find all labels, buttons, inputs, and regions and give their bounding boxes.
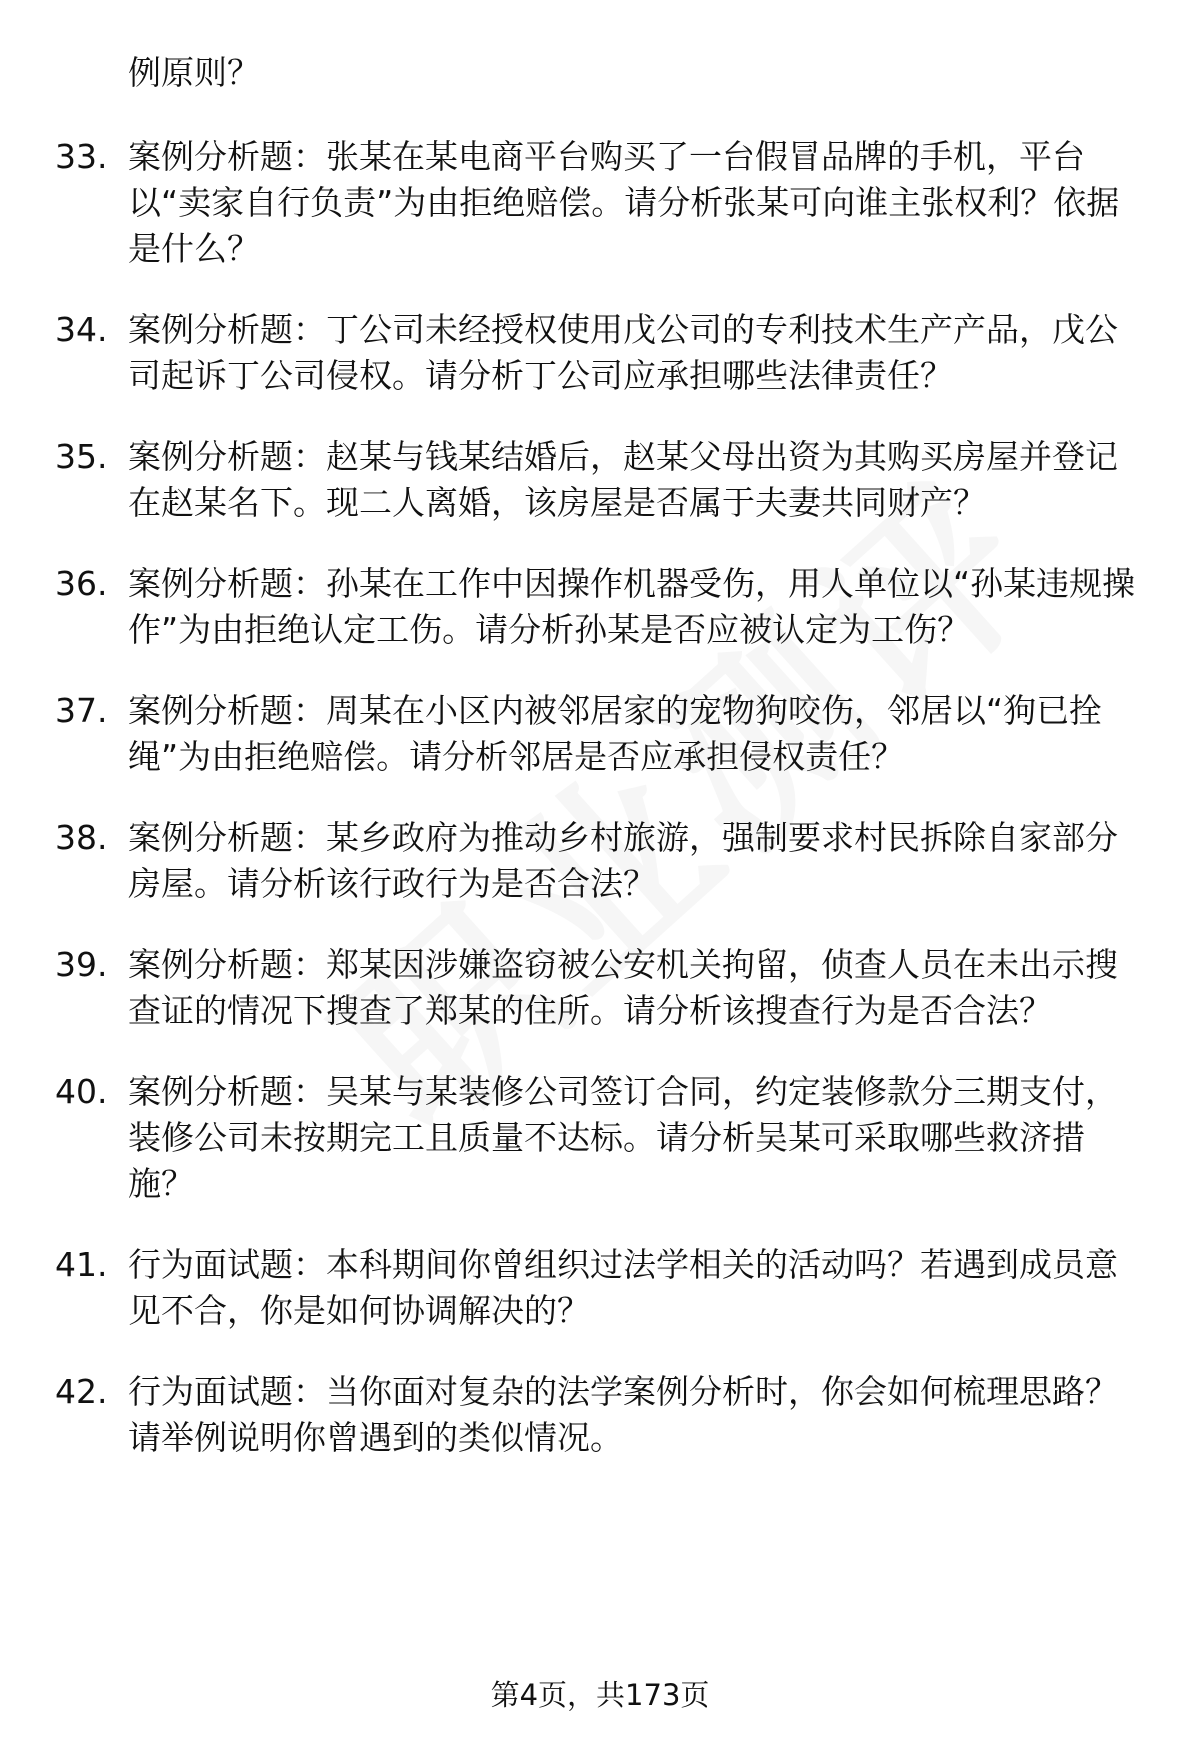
question-text: 行为面试题：本科期间你曾组织过法学相关的活动吗？若遇到成员意见不合，你是如何协调解决的？ (128, 1245, 1118, 1330)
question-number: 36. (55, 564, 108, 603)
question-item-39 (0, 942, 1200, 1034)
question-number: 37. (55, 691, 108, 730)
question-number: 33. (55, 137, 108, 176)
question-text: 案例分析题：张某在某电商平台购买了一台假冒品牌的手机，平台以“卖家自行负责”为由拒绝赔偿。请分析张某可向谁主张权利？依据是什么？ (128, 137, 1120, 268)
question-text: 案例分析题：吴某与某装修公司签订合同，约定装修款分三期支付，装修公司未按期完工且质量不达标。请分析吴某可采取哪些救济措施？ (128, 1072, 1118, 1203)
question-text: 案例分析题：周某在小区内被邻居家的宠物狗咬伤，邻居以“狗已拴绳”为由拒绝赔偿。请分析邻居是否应承担侵权责任？ (128, 691, 1103, 776)
question-text: 行为面试题：当你面对复杂的法学案例分析时，你会如何梳理思路？请举例说明你曾遇到的类似情况。 (128, 1372, 1118, 1457)
question-text: 案例分析题：赵某与钱某结婚后，赵某父母出资为其购买房屋并登记在赵某名下。现二人离婚，该房屋是否属于夫妻共同财产？ (128, 437, 1118, 522)
question-number: 41. (55, 1245, 108, 1284)
question-text: 案例分析题：丁公司未经授权使用戊公司的专利技术生产产品，戊公司起诉丁公司侵权。请分析丁公司应承担哪些法律责任？ (128, 310, 1118, 395)
question-item-33 (0, 134, 1200, 272)
question-item-41 (0, 1242, 1200, 1334)
question-item-36 (0, 561, 1200, 653)
question-item-34 (0, 307, 1200, 399)
page-footer: 第4页，共173页 (490, 1678, 710, 1712)
question-number: 34. (55, 310, 108, 349)
question-item-42 (0, 1369, 1200, 1461)
continued-text: 例原则？ (128, 53, 260, 92)
question-list (0, 50, 1200, 1461)
question-item-37 (0, 688, 1200, 780)
question-item-38 (0, 815, 1200, 907)
question-number: 38. (55, 818, 108, 857)
question-number: 40. (55, 1072, 108, 1111)
continued-item (0, 50, 1200, 96)
question-number: 42. (55, 1372, 108, 1411)
question-text: 案例分析题：郑某因涉嫌盗窃被公安机关拘留，侦查人员在未出示搜查证的情况下搜查了郑某的住所。请分析该搜查行为是否合法？ (128, 945, 1118, 1030)
question-item-40 (0, 1069, 1200, 1207)
question-item-35 (0, 434, 1200, 526)
question-number: 35. (55, 437, 108, 476)
question-text: 案例分析题：孙某在工作中因操作机器受伤，用人单位以“孙某违规操作”为由拒绝认定工伤。请分析孙某是否应被认定为工伤？ (128, 564, 1136, 649)
question-text: 案例分析题：某乡政府为推动乡村旅游，强制要求村民拆除自家部分房屋。请分析该行政行为是否合法？ (128, 818, 1118, 903)
question-number: 39. (55, 945, 108, 984)
